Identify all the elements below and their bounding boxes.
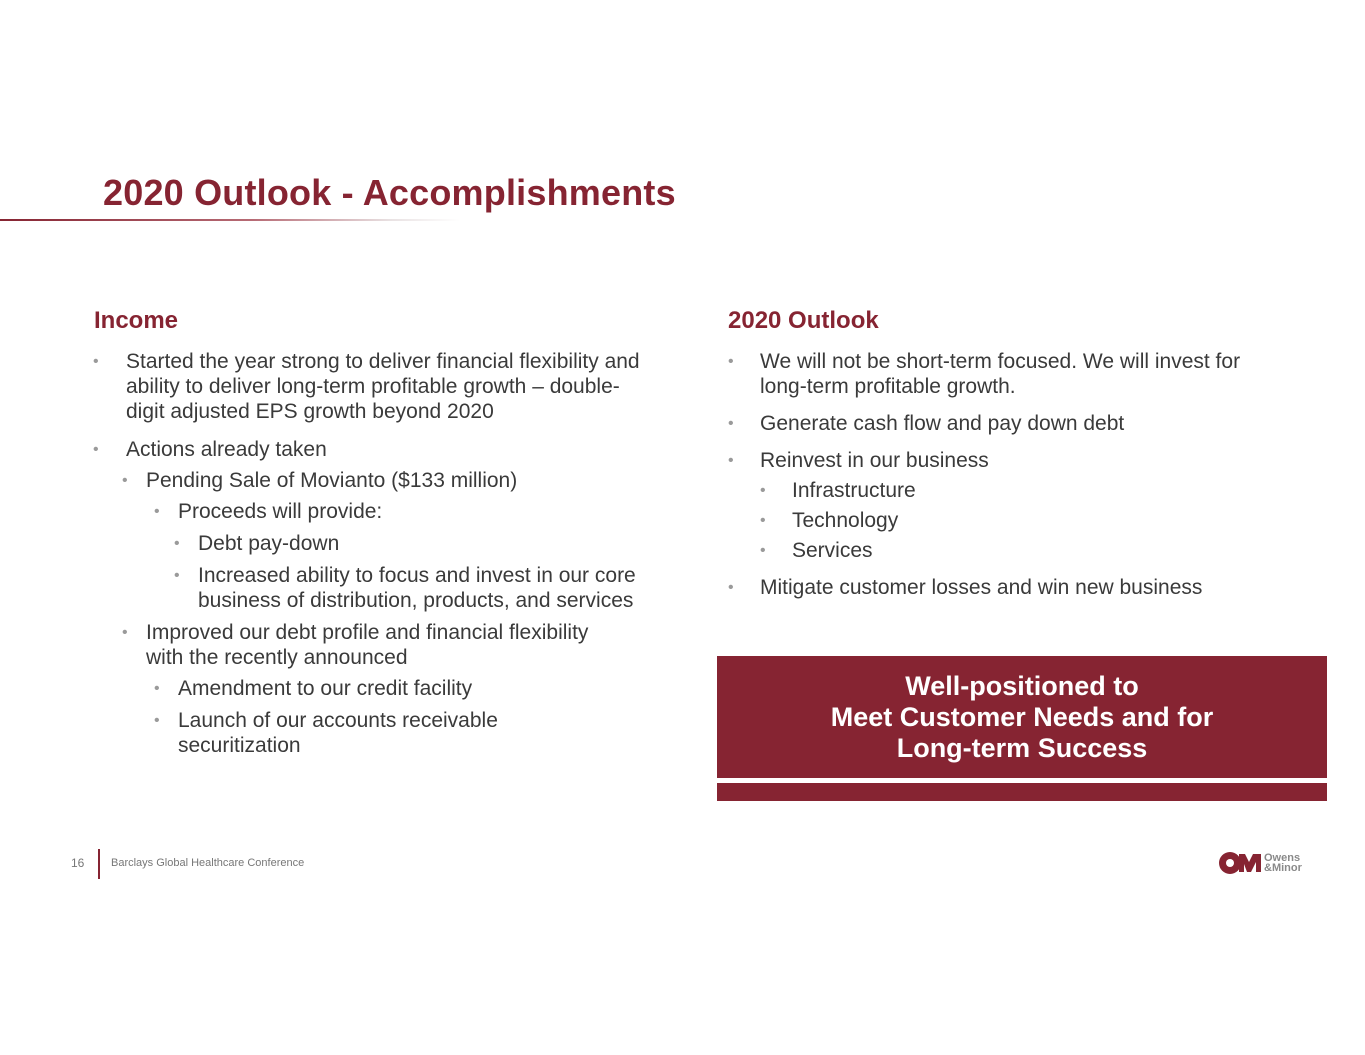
list-item: • Started the year strong to deliver financial flexibility and ability to deliver long-term profitable growth – double-digit adjusted EPS growth beyond 2020: [93, 349, 653, 424]
logo-wordmark: [1264, 853, 1302, 873]
outlook-heading: 2020 Outlook: [728, 307, 879, 334]
list-item: • Debt pay-down: [93, 531, 653, 556]
slide-title: 2020 Outlook - Accomplishments: [103, 172, 676, 213]
outlook-bullet-list: [728, 349, 1288, 612]
list-item: • Launch of our accounts receivable securitization: [93, 708, 533, 758]
list-item: • Services: [728, 538, 1288, 563]
list-item: • Actions already taken: [93, 437, 653, 462]
list-item: • Proceeds will provide:: [93, 499, 653, 524]
list-item: • Amendment to our credit facility: [93, 676, 653, 701]
list-item: • We will not be short-term focused. We will invest for long-term profitable growth.: [728, 349, 1260, 399]
list-item: • Infrastructure: [728, 478, 1288, 503]
list-item: • Technology: [728, 508, 1288, 533]
company-logo: [1218, 850, 1318, 876]
logo-name-line-2: &Minor: [1264, 862, 1302, 874]
list-item: • Improved our debt profile and financial flexibility with the recently announced: [93, 620, 601, 670]
callout-banner: [717, 656, 1327, 778]
footer-caption: Barclays Global Healthcare Conference: [111, 857, 305, 869]
list-item: • Increased ability to focus and invest in our core business of distribution, products, and services: [93, 563, 638, 613]
income-bullet-list: [93, 349, 653, 765]
banner-line-2: Meet Customer Needs and for: [830, 701, 1214, 732]
list-item: • Generate cash flow and pay down debt: [728, 411, 1288, 436]
page-number: 16: [71, 856, 85, 870]
list-item: • Mitigate customer losses and win new business: [728, 575, 1288, 600]
list-item: • Reinvest in our business: [728, 448, 1288, 473]
list-item: • Pending Sale of Movianto ($133 million): [93, 468, 653, 493]
banner-accent-bar: [717, 783, 1327, 801]
banner-line-1: Well-positioned to: [905, 670, 1139, 701]
title-underline: [0, 219, 460, 221]
banner-line-3: Long-term Success: [896, 732, 1148, 763]
om-logo-icon: [1218, 851, 1262, 875]
footer-divider: [98, 849, 100, 879]
income-heading: Income: [94, 307, 179, 334]
logo-name-line-1: Owens: [1264, 852, 1301, 864]
